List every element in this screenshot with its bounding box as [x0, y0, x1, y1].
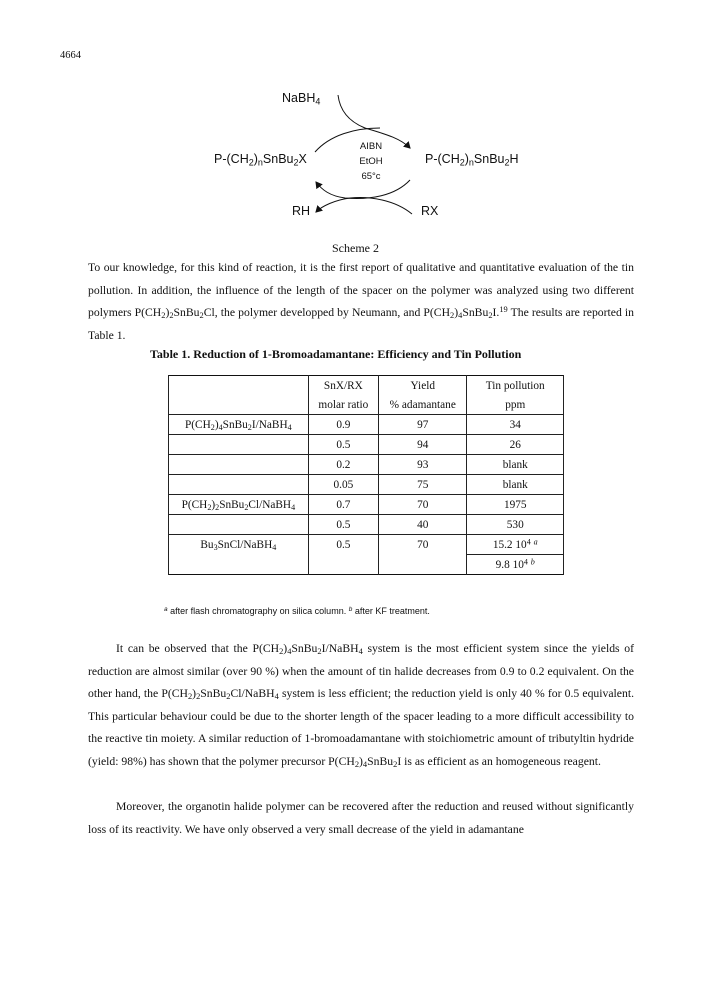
table-row	[169, 415, 564, 435]
yield-cell: 93	[379, 455, 467, 475]
scheme-caption: Scheme 2	[332, 241, 379, 255]
tin-cell: 34	[467, 415, 564, 435]
system-cell	[169, 455, 309, 475]
page-number: 4664	[60, 50, 81, 61]
ratio-cell: 0.05	[308, 475, 378, 495]
ratio-cell: 0.5	[308, 535, 378, 555]
discussion-paragraph	[88, 638, 634, 774]
yield-cell: 70	[379, 495, 467, 515]
table-row	[169, 515, 564, 535]
tin-cell: 26	[467, 435, 564, 455]
intro-paragraph	[88, 257, 634, 347]
yield-cell: 40	[379, 515, 467, 535]
ratio-cell: 0.2	[308, 455, 378, 475]
reaction-scheme	[0, 0, 711, 230]
product-rh: RH	[292, 204, 311, 218]
table-footnote: $^a$ after flash chromatography on silica column. $^b$ after KF treatment.	[164, 606, 430, 616]
table-row	[169, 435, 564, 455]
header-yield-unit: % adamantane	[379, 395, 467, 415]
yield-cell: 70	[379, 535, 467, 555]
ratio-cell: 0.5	[308, 435, 378, 455]
tin-cell: 9.8 $10^4$ $^b$	[467, 555, 564, 575]
tin-cell: blank	[467, 455, 564, 475]
header-ratio: SnX/RX	[308, 376, 378, 396]
table-header-row	[169, 376, 564, 396]
right-compound: $P-(CH_2)_nSnBu_2H$	[425, 152, 519, 168]
header-ratio-unit: molar ratio	[308, 395, 378, 415]
tin-cell: 530	[467, 515, 564, 535]
table-row	[169, 475, 564, 495]
header-yield: Yield	[379, 376, 467, 396]
reagent-nabh4: NaBH$_4$	[282, 91, 321, 107]
system-cell: $P(CH_2)_4SnBu_2I/NaBH_4$	[169, 415, 309, 435]
table-header-row-2	[169, 395, 564, 415]
left-compound: $P-(CH_2)_nSnBu_2X$	[214, 152, 307, 168]
ratio-cell: 0.9	[308, 415, 378, 435]
results-table	[168, 375, 564, 575]
condition-etoh: EtOH	[359, 156, 383, 167]
system-cell: $Bu_3SnCl/NaBH_4$	[169, 535, 309, 555]
ratio-cell: 0.5	[308, 515, 378, 535]
header-tin-unit: ppm	[467, 395, 564, 415]
system-cell	[169, 475, 309, 495]
yield-cell: 75	[379, 475, 467, 495]
condition-aibn: AIBN	[359, 141, 383, 152]
scheme-arrows	[0, 0, 711, 230]
intro-text: To our knowledge, for this kind of reaction, it is the first report of qualitative and quantitative evaluation of the tin pollution. In addition, the influence of the length of the spacer on the polymer was analyzed using two different polymers $P(CH_2)_2SnBu_2Cl$, the polymer developped by Neumann, and $P(CH_2)_4SnBu_2I.^{19}$ The results are reported in Table 1.	[88, 261, 634, 342]
ratio-cell: 0.7	[308, 495, 378, 515]
table-row	[169, 555, 564, 575]
table-row	[169, 455, 564, 475]
final-paragraph: Moreover, the organotin halide polymer can be recovered after the reduction and reused without significantly loss of its reactivity. We have only observed a very small decrease of the yield in adamantane	[88, 800, 634, 836]
system-cell	[169, 555, 309, 575]
yield-cell	[379, 555, 467, 575]
table-title: Table 1. Reduction of 1-Bromoadamantane: Efficiency and Tin Pollution	[150, 347, 522, 361]
reactant-rx: RX	[421, 204, 439, 218]
condition-temperature: 65°c	[361, 171, 381, 182]
ratio-cell	[308, 555, 378, 575]
yield-cell: 97	[379, 415, 467, 435]
tin-cell: blank	[467, 475, 564, 495]
header-empty	[169, 376, 309, 396]
header-tin: Tin pollution	[467, 376, 564, 396]
discussion-text: It can be observed that the $P(CH_2)_4SnBu_2I/NaBH_4$ system is the most efficient system since the yields of reduction are almost similar (over 90 %) when the amount of tin halide decreases from 0.9 to 0.2 equivalent. On the other hand, the $P(CH_2)_2SnBu_2Cl/NaBH_4$ system is less efficient; the reduction yield is only 40 % for 0.5 equivalent. This particular behaviour could be due to the shorter length of the spacer leading to a more difficult accessibility to the reactive tin moiety. A similar reduction of 1-bromoadamantane with stoichiometric amount of tributyltin hydride (yield: 98%) has shown that the polymer precursor $P(CH_2)_4SnBu_2I$ is as efficient as an homogeneous reagent.	[88, 642, 635, 770]
tin-cell: 15.2 $10^4$ $^a$	[467, 535, 564, 555]
table-row	[169, 535, 564, 555]
tin-cell: 1975	[467, 495, 564, 515]
table-row	[169, 495, 564, 515]
system-cell	[169, 515, 309, 535]
system-cell: $P(CH_2)_2SnBu_2Cl/NaBH_4$	[169, 495, 309, 515]
system-cell	[169, 435, 309, 455]
yield-cell: 94	[379, 435, 467, 455]
